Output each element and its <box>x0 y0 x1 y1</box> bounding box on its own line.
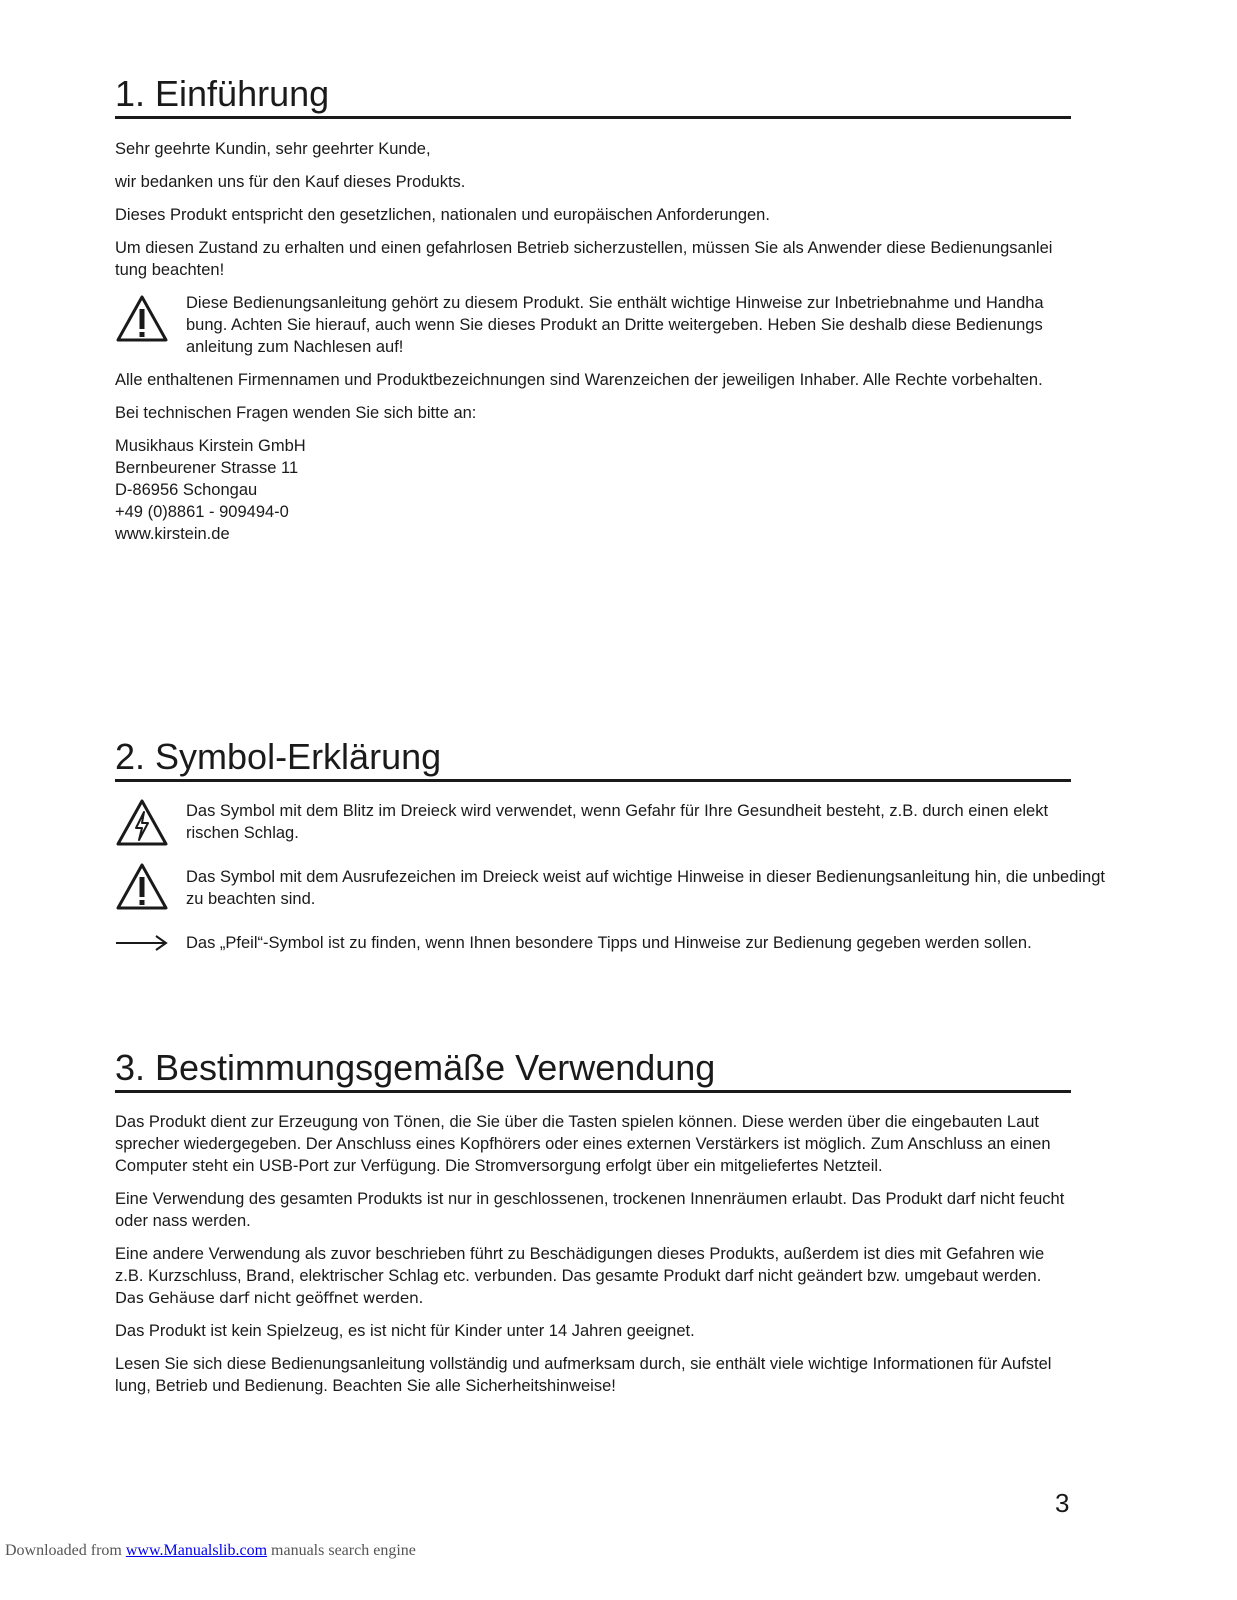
use-paragraph-3-housing: Das Gehäuse darf nicht geöffnet werden. <box>115 1289 424 1307</box>
heading-intended-use: 3. Bestimmungsgemäße Verwendung <box>115 1048 1071 1093</box>
section-symbols <box>115 737 1105 782</box>
footer-suffix: manuals search engine <box>267 1542 416 1559</box>
section-introduction-body <box>115 138 1105 545</box>
trademark-paragraph: Alle enthaltenen Firmennamen und Produktbezeichnungen sind Warenzeichen der jeweiligen Inhaber. Alle Rechte vorbehalten. <box>115 371 1043 389</box>
symbol-lightning-text: Das Symbol mit dem Blitz im Dreieck wird verwendet, wenn Gefahr für Ihre Gesundheit besteht, z.B. durch einen elekt rischen Schlag. <box>186 802 1049 842</box>
symbol-lightning-row <box>115 800 1105 866</box>
compliance-paragraph: Dieses Produkt entspricht den gesetzlichen, nationalen und europäischen Anforderungen. <box>115 206 770 224</box>
manualslib-link[interactable]: www.Manualslib.com <box>125 1542 268 1559</box>
use-paragraph-3: Eine andere Verwendung als zuvor beschrieben führt zu Beschädigungen dieses Produkts, außerdem ist dies mit Gefahren wie z.B. Kurzschluss, Brand, elektrischer Schlag etc. verbunden. Das gesamte Produkt darf nicht geändert bzw. umgebaut werden. <box>115 1245 1045 1285</box>
symbol-exclamation-text: Das Symbol mit dem Ausrufezeichen im Dreieck weist auf wichtige Hinweise in dieser Bedienungsanleitung hin, die unbedingt zu beachten sind. <box>186 868 1105 908</box>
lightning-triangle-icon <box>115 798 169 848</box>
salutation: Sehr geehrte Kundin, sehr geehrter Kunde, <box>115 140 431 158</box>
contact-street: Bernbeurener Strasse 11 <box>115 459 299 477</box>
contact-address <box>115 435 1105 545</box>
download-footer <box>5 1542 416 1560</box>
use-paragraph-5: Lesen Sie sich diese Bedienungsanleitung vollständig und aufmerksam durch, sie enthält viele wichtige Informationen für Aufstel lung, Betrieb und Bedienung. Beachten Sie alle Sicherheitshinweise! <box>115 1355 1052 1395</box>
use-paragraph-4: Das Produkt ist kein Spielzeug, es ist nicht für Kinder unter 14 Jahren geeignet. <box>115 1322 695 1340</box>
arrow-right-icon <box>115 933 169 953</box>
section-symbols-body <box>115 800 1105 954</box>
contact-company: Musikhaus Kirstein GmbH <box>115 437 306 455</box>
warning-note <box>115 292 1105 358</box>
use-paragraph-1: Das Produkt dient zur Erzeugung von Tönen, die Sie über die Tasten spielen können. Diese werden über die eingebauten Laut sprecher wiedergegeben. Der Anschluss eines Kopfhörers oder eines externen Verstärkers ist möglich. Zum Anschluss an einen Computer steht ein USB-Port zur Verfügung. Die Stromversorgung erfolgt über ein mitgeliefertes Netzteil. <box>115 1113 1051 1175</box>
exclamation-triangle-icon <box>115 294 169 344</box>
use-paragraph-2: Eine Verwendung des gesamten Produkts ist nur in geschlossenen, trockenen Innenräumen erlaubt. Das Produkt darf nicht feucht oder nass werden. <box>115 1190 1065 1230</box>
section-intended-use-body <box>115 1111 1105 1397</box>
section-introduction <box>115 74 1105 119</box>
symbol-exclamation-row <box>115 866 1105 932</box>
heading-symbols: 2. Symbol-Erklärung <box>115 737 1071 782</box>
symbol-arrow-row <box>115 932 1105 954</box>
section-intended-use <box>115 1048 1105 1093</box>
instructions-paragraph: Um diesen Zustand zu erhalten und einen gefahrlosen Betrieb sicherzustellen, müssen Sie als Anwender diese Bedienungsanlei tung beachten! <box>115 239 1053 279</box>
contact-intro: Bei technischen Fragen wenden Sie sich bitte an: <box>115 404 477 422</box>
exclamation-triangle-icon <box>115 862 169 912</box>
symbol-arrow-text: Das „Pfeil“-Symbol ist zu finden, wenn Ihnen besondere Tipps und Hinweise zur Bedienung gegeben werden sollen. <box>186 934 1032 952</box>
warning-text: Diese Bedienungsanleitung gehört zu diesem Produkt. Sie enthält wichtige Hinweise zur Inbetriebnahme und Handha bung. Achten Sie hierauf, auch wenn Sie dieses Produkt an Dritte weitergeben. Heben Sie deshalb diese Bedienungs anleitung zum Nachlesen auf! <box>186 294 1044 356</box>
contact-phone: +49 (0)8861 - 909494-0 <box>115 503 289 521</box>
footer-prefix: Downloaded from <box>5 1542 126 1559</box>
contact-city: D-86956 Schongau <box>115 481 258 499</box>
page-number: 3 <box>1055 1488 1070 1518</box>
contact-website: www.kirstein.de <box>115 525 230 543</box>
heading-introduction: 1. Einführung <box>115 74 1071 119</box>
thanks-paragraph: wir bedanken uns für den Kauf dieses Produkts. <box>115 173 466 191</box>
